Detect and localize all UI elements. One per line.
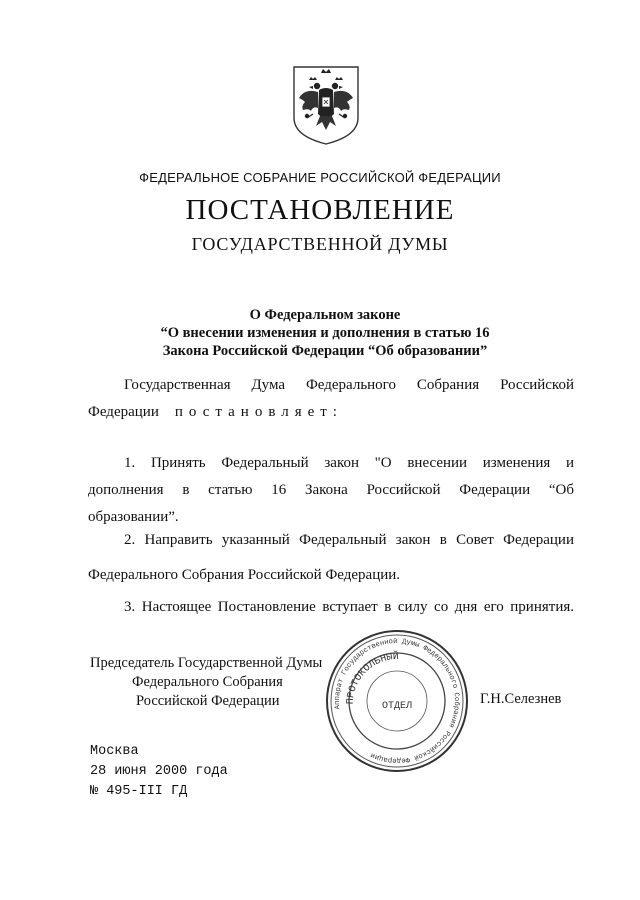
- stamp-outer-text: Аппарат Государственной Думы Федерального Собрания Российской Федерации: [333, 637, 461, 765]
- coat-of-arms-icon: [291, 64, 361, 146]
- item-line: 3. Настоящее Постановление вступает в силу со дня его принятия.: [124, 599, 574, 615]
- law-title-line: “О внесении изменения и дополнения в статью 16: [160, 325, 490, 341]
- place-of-signing: Москва: [90, 744, 139, 759]
- item-2: [88, 527, 574, 554]
- stamp-inner-text: ПРОТОКОЛЬНЫЙ: [345, 651, 400, 705]
- law-title-line: Закона Российской Федерации “Об образовании”: [162, 343, 488, 359]
- item-line: 2. Направить указанный Федеральный закон в Совет Федерации: [124, 532, 574, 548]
- document-title: ПОСТАНОВЛЕНИЕ: [185, 194, 455, 226]
- item-2-continued: [88, 562, 574, 589]
- signatory-title-line: Председатель Государственной Думы: [90, 655, 323, 671]
- assembly-name: ФЕДЕРАЛЬНОЕ СОБРАНИЕ РОССИЙСКОЙ ФЕДЕРАЦИИ: [139, 170, 501, 185]
- item-line: 1. Принять Федеральный закон "О внесении изменения и: [124, 455, 574, 471]
- preamble-line: [88, 399, 574, 426]
- stamp-center-text: ОТДЕЛ: [381, 701, 413, 712]
- round-stamp-icon: [322, 626, 472, 776]
- resolves-word: постановляет:: [174, 404, 343, 420]
- preamble-line: Государственная Дума Федерального Собрания Российской: [124, 377, 574, 393]
- signatory-title-line: Федерального Собрания: [132, 674, 283, 690]
- item-line: Федерального Собрания Российской Федерации.: [88, 567, 401, 583]
- preamble-start: Федерации: [88, 404, 159, 420]
- signatory-title-line: Российской Федерации: [136, 693, 280, 709]
- item-1: [88, 450, 574, 531]
- item-line: образовании”.: [88, 509, 179, 525]
- item-3: [88, 594, 574, 621]
- document-number: № 495-III ГД: [90, 784, 188, 799]
- document-subtitle: ГОСУДАРСТВЕННОЙ ДУМЫ: [191, 234, 449, 254]
- preamble: [88, 372, 574, 426]
- law-title-line: О Федеральном законе: [249, 307, 401, 323]
- item-line: дополнения в статью 16 Закона Российской Федерации “Об: [88, 482, 574, 498]
- signing-date: 28 июня 2000 года: [90, 764, 228, 779]
- law-title: [150, 306, 500, 360]
- signatory-name: Г.Н.Селезнев: [480, 691, 562, 707]
